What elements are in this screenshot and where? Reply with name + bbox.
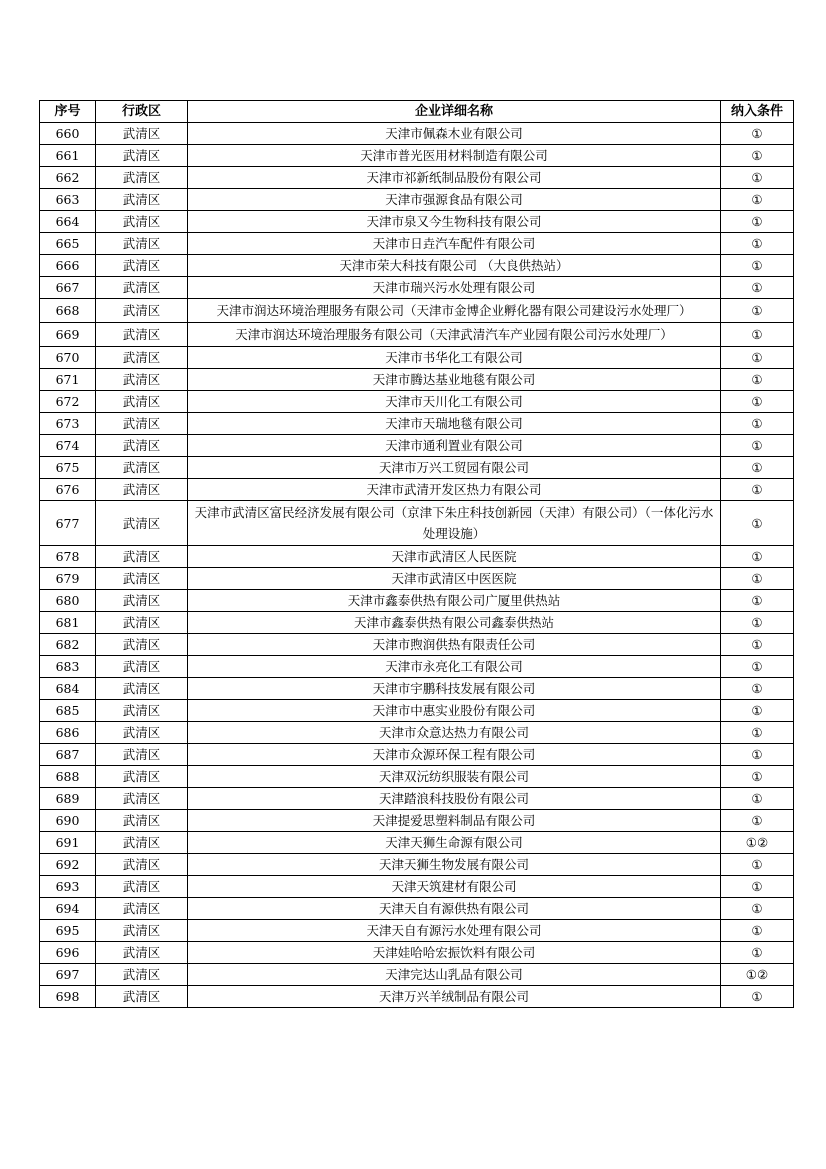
serial-number-cell: 684 <box>40 678 96 700</box>
table-row <box>40 700 794 722</box>
enterprise-name-cell: 天津市日垚汽车配件有限公司 <box>188 233 721 255</box>
serial-number-cell: 661 <box>40 145 96 167</box>
inclusion-condition-cell: ① <box>721 678 794 700</box>
district-cell: 武清区 <box>96 942 188 964</box>
table-row <box>40 189 794 211</box>
inclusion-condition-cell: ① <box>721 369 794 391</box>
table-row <box>40 277 794 299</box>
table-row <box>40 323 794 347</box>
enterprise-name-cell: 天津市武清区人民医院 <box>188 546 721 568</box>
district-cell: 武清区 <box>96 501 188 546</box>
inclusion-condition-cell: ① <box>721 255 794 277</box>
enterprise-name-cell: 天津天筑建材有限公司 <box>188 876 721 898</box>
serial-number-cell: 666 <box>40 255 96 277</box>
table-row <box>40 145 794 167</box>
enterprise-name-cell: 天津市鑫泰供热有限公司鑫泰供热站 <box>188 612 721 634</box>
table-row <box>40 413 794 435</box>
table-row <box>40 612 794 634</box>
district-cell: 武清区 <box>96 634 188 656</box>
inclusion-condition-cell: ① <box>721 233 794 255</box>
serial-number-cell: 677 <box>40 501 96 546</box>
district-cell: 武清区 <box>96 145 188 167</box>
district-cell: 武清区 <box>96 612 188 634</box>
inclusion-condition-cell: ① <box>721 920 794 942</box>
inclusion-condition-cell: ① <box>721 211 794 233</box>
enterprise-name-cell: 天津市鑫泰供热有限公司广厦里供热站 <box>188 590 721 612</box>
enterprise-name-cell: 天津天狮生物发展有限公司 <box>188 854 721 876</box>
table-row <box>40 744 794 766</box>
district-cell: 武清区 <box>96 167 188 189</box>
district-cell: 武清区 <box>96 457 188 479</box>
enterprise-name-cell: 天津万兴羊绒制品有限公司 <box>188 986 721 1008</box>
table-row <box>40 546 794 568</box>
inclusion-condition-cell: ① <box>721 744 794 766</box>
enterprise-table <box>39 100 794 1008</box>
table-row <box>40 942 794 964</box>
inclusion-condition-cell: ①② <box>721 964 794 986</box>
enterprise-name-cell: 天津市中惠实业股份有限公司 <box>188 700 721 722</box>
inclusion-condition-cell: ① <box>721 722 794 744</box>
serial-number-cell: 693 <box>40 876 96 898</box>
table-row <box>40 501 794 546</box>
table-row <box>40 898 794 920</box>
enterprise-name-cell: 天津市泉又今生物科技有限公司 <box>188 211 721 233</box>
enterprise-name-cell: 天津市瑞兴污水处理有限公司 <box>188 277 721 299</box>
table-row <box>40 678 794 700</box>
serial-number-cell: 683 <box>40 656 96 678</box>
inclusion-condition-cell: ① <box>721 323 794 347</box>
district-cell: 武清区 <box>96 546 188 568</box>
inclusion-condition-cell: ① <box>721 501 794 546</box>
enterprise-name-cell: 天津市荣大科技有限公司 （大良供热站） <box>188 255 721 277</box>
serial-number-cell: 676 <box>40 479 96 501</box>
table-row <box>40 876 794 898</box>
serial-number-cell: 660 <box>40 123 96 145</box>
table-row <box>40 722 794 744</box>
enterprise-name-cell: 天津市书华化工有限公司 <box>188 347 721 369</box>
serial-number-cell: 687 <box>40 744 96 766</box>
inclusion-condition-cell: ① <box>721 986 794 1008</box>
enterprise-name-cell: 天津市众源环保工程有限公司 <box>188 744 721 766</box>
table-row <box>40 479 794 501</box>
district-cell: 武清区 <box>96 568 188 590</box>
inclusion-condition-cell: ① <box>721 189 794 211</box>
district-cell: 武清区 <box>96 189 188 211</box>
serial-number-cell: 685 <box>40 700 96 722</box>
inclusion-condition-cell: ① <box>721 145 794 167</box>
inclusion-condition-cell: ① <box>721 898 794 920</box>
district-cell: 武清区 <box>96 766 188 788</box>
header-enterprise-name: 企业详细名称 <box>188 101 721 123</box>
inclusion-condition-cell: ①② <box>721 832 794 854</box>
district-cell: 武清区 <box>96 435 188 457</box>
table-row <box>40 832 794 854</box>
table-row <box>40 211 794 233</box>
inclusion-condition-cell: ① <box>721 391 794 413</box>
enterprise-name-cell: 天津娃哈哈宏振饮料有限公司 <box>188 942 721 964</box>
inclusion-condition-cell: ① <box>721 876 794 898</box>
serial-number-cell: 664 <box>40 211 96 233</box>
table-row <box>40 167 794 189</box>
enterprise-name-cell: 天津双沅纺织服装有限公司 <box>188 766 721 788</box>
serial-number-cell: 673 <box>40 413 96 435</box>
district-cell: 武清区 <box>96 986 188 1008</box>
inclusion-condition-cell: ① <box>721 590 794 612</box>
serial-number-cell: 696 <box>40 942 96 964</box>
enterprise-name-cell: 天津市煦润供热有限责任公司 <box>188 634 721 656</box>
serial-number-cell: 690 <box>40 810 96 832</box>
district-cell: 武清区 <box>96 347 188 369</box>
inclusion-condition-cell: ① <box>721 479 794 501</box>
district-cell: 武清区 <box>96 123 188 145</box>
district-cell: 武清区 <box>96 854 188 876</box>
enterprise-name-cell: 天津提爱思塑料制品有限公司 <box>188 810 721 832</box>
inclusion-condition-cell: ① <box>721 942 794 964</box>
enterprise-name-cell: 天津天狮生命源有限公司 <box>188 832 721 854</box>
enterprise-name-cell: 天津市天瑞地毯有限公司 <box>188 413 721 435</box>
serial-number-cell: 672 <box>40 391 96 413</box>
serial-number-cell: 670 <box>40 347 96 369</box>
inclusion-condition-cell: ① <box>721 854 794 876</box>
table-row <box>40 457 794 479</box>
table-row <box>40 369 794 391</box>
inclusion-condition-cell: ① <box>721 766 794 788</box>
district-cell: 武清区 <box>96 832 188 854</box>
serial-number-cell: 694 <box>40 898 96 920</box>
table-row <box>40 347 794 369</box>
inclusion-condition-cell: ① <box>721 810 794 832</box>
serial-number-cell: 663 <box>40 189 96 211</box>
inclusion-condition-cell: ① <box>721 413 794 435</box>
header-district: 行政区 <box>96 101 188 123</box>
header-inclusion-condition: 纳入条件 <box>721 101 794 123</box>
serial-number-cell: 686 <box>40 722 96 744</box>
district-cell: 武清区 <box>96 233 188 255</box>
district-cell: 武清区 <box>96 277 188 299</box>
enterprise-name-cell: 天津市佩森木业有限公司 <box>188 123 721 145</box>
inclusion-condition-cell: ① <box>721 656 794 678</box>
enterprise-name-cell: 天津市武清区中医医院 <box>188 568 721 590</box>
serial-number-cell: 669 <box>40 323 96 347</box>
table-body <box>40 123 794 1008</box>
district-cell: 武清区 <box>96 788 188 810</box>
inclusion-condition-cell: ① <box>721 347 794 369</box>
table-row <box>40 656 794 678</box>
serial-number-cell: 662 <box>40 167 96 189</box>
enterprise-name-cell: 天津市润达环境治理服务有限公司（天津市金博企业孵化器有限公司建设污水处理厂） <box>188 299 721 323</box>
table-row <box>40 123 794 145</box>
enterprise-name-cell: 天津市祁新纸制品股份有限公司 <box>188 167 721 189</box>
table-row <box>40 568 794 590</box>
inclusion-condition-cell: ① <box>721 167 794 189</box>
inclusion-condition-cell: ① <box>721 123 794 145</box>
district-cell: 武清区 <box>96 722 188 744</box>
enterprise-name-cell: 天津市通利置业有限公司 <box>188 435 721 457</box>
enterprise-name-cell: 天津完达山乳品有限公司 <box>188 964 721 986</box>
district-cell: 武清区 <box>96 810 188 832</box>
district-cell: 武清区 <box>96 299 188 323</box>
enterprise-name-cell: 天津市众意达热力有限公司 <box>188 722 721 744</box>
table-row <box>40 435 794 457</box>
enterprise-name-cell: 天津天自有源供热有限公司 <box>188 898 721 920</box>
inclusion-condition-cell: ① <box>721 612 794 634</box>
serial-number-cell: 688 <box>40 766 96 788</box>
serial-number-cell: 689 <box>40 788 96 810</box>
enterprise-name-cell: 天津市强源食品有限公司 <box>188 189 721 211</box>
serial-number-cell: 679 <box>40 568 96 590</box>
enterprise-name-cell: 天津市润达环境治理服务有限公司（天津武清汽车产业园有限公司污水处理厂） <box>188 323 721 347</box>
district-cell: 武清区 <box>96 656 188 678</box>
enterprise-name-cell: 天津市宇鹏科技发展有限公司 <box>188 678 721 700</box>
serial-number-cell: 691 <box>40 832 96 854</box>
inclusion-condition-cell: ① <box>721 700 794 722</box>
serial-number-cell: 682 <box>40 634 96 656</box>
district-cell: 武清区 <box>96 700 188 722</box>
district-cell: 武清区 <box>96 590 188 612</box>
table-row <box>40 766 794 788</box>
enterprise-name-cell: 天津市武清区富民经济发展有限公司（京津下朱庄科技创新园（天津）有限公司）（一体化污水处理设施） <box>188 501 721 546</box>
district-cell: 武清区 <box>96 898 188 920</box>
inclusion-condition-cell: ① <box>721 546 794 568</box>
district-cell: 武清区 <box>96 678 188 700</box>
table-row <box>40 810 794 832</box>
header-serial-number: 序号 <box>40 101 96 123</box>
serial-number-cell: 680 <box>40 590 96 612</box>
inclusion-condition-cell: ① <box>721 435 794 457</box>
serial-number-cell: 697 <box>40 964 96 986</box>
district-cell: 武清区 <box>96 323 188 347</box>
district-cell: 武清区 <box>96 413 188 435</box>
inclusion-condition-cell: ① <box>721 634 794 656</box>
table-row <box>40 391 794 413</box>
enterprise-name-cell: 天津踏浪科技股份有限公司 <box>188 788 721 810</box>
inclusion-condition-cell: ① <box>721 277 794 299</box>
district-cell: 武清区 <box>96 391 188 413</box>
serial-number-cell: 678 <box>40 546 96 568</box>
district-cell: 武清区 <box>96 876 188 898</box>
enterprise-name-cell: 天津天自有源污水处理有限公司 <box>188 920 721 942</box>
table-row <box>40 788 794 810</box>
enterprise-name-cell: 天津市普光医用材料制造有限公司 <box>188 145 721 167</box>
serial-number-cell: 692 <box>40 854 96 876</box>
serial-number-cell: 681 <box>40 612 96 634</box>
serial-number-cell: 675 <box>40 457 96 479</box>
table-row <box>40 233 794 255</box>
serial-number-cell: 674 <box>40 435 96 457</box>
enterprise-name-cell: 天津市万兴工贸园有限公司 <box>188 457 721 479</box>
district-cell: 武清区 <box>96 479 188 501</box>
table-row <box>40 920 794 942</box>
district-cell: 武清区 <box>96 964 188 986</box>
enterprise-name-cell: 天津市腾达基业地毯有限公司 <box>188 369 721 391</box>
serial-number-cell: 671 <box>40 369 96 391</box>
table-row <box>40 964 794 986</box>
inclusion-condition-cell: ① <box>721 788 794 810</box>
table-row <box>40 299 794 323</box>
district-cell: 武清区 <box>96 744 188 766</box>
inclusion-condition-cell: ① <box>721 299 794 323</box>
serial-number-cell: 667 <box>40 277 96 299</box>
table-row <box>40 986 794 1008</box>
serial-number-cell: 665 <box>40 233 96 255</box>
table-row <box>40 854 794 876</box>
table-row <box>40 590 794 612</box>
table-row <box>40 255 794 277</box>
enterprise-name-cell: 天津市武清开发区热力有限公司 <box>188 479 721 501</box>
district-cell: 武清区 <box>96 255 188 277</box>
table-row <box>40 634 794 656</box>
inclusion-condition-cell: ① <box>721 568 794 590</box>
enterprise-name-cell: 天津市永亮化工有限公司 <box>188 656 721 678</box>
serial-number-cell: 698 <box>40 986 96 1008</box>
header-row <box>40 101 794 123</box>
serial-number-cell: 695 <box>40 920 96 942</box>
inclusion-condition-cell: ① <box>721 457 794 479</box>
serial-number-cell: 668 <box>40 299 96 323</box>
enterprise-name-cell: 天津市天川化工有限公司 <box>188 391 721 413</box>
district-cell: 武清区 <box>96 369 188 391</box>
district-cell: 武清区 <box>96 211 188 233</box>
district-cell: 武清区 <box>96 920 188 942</box>
